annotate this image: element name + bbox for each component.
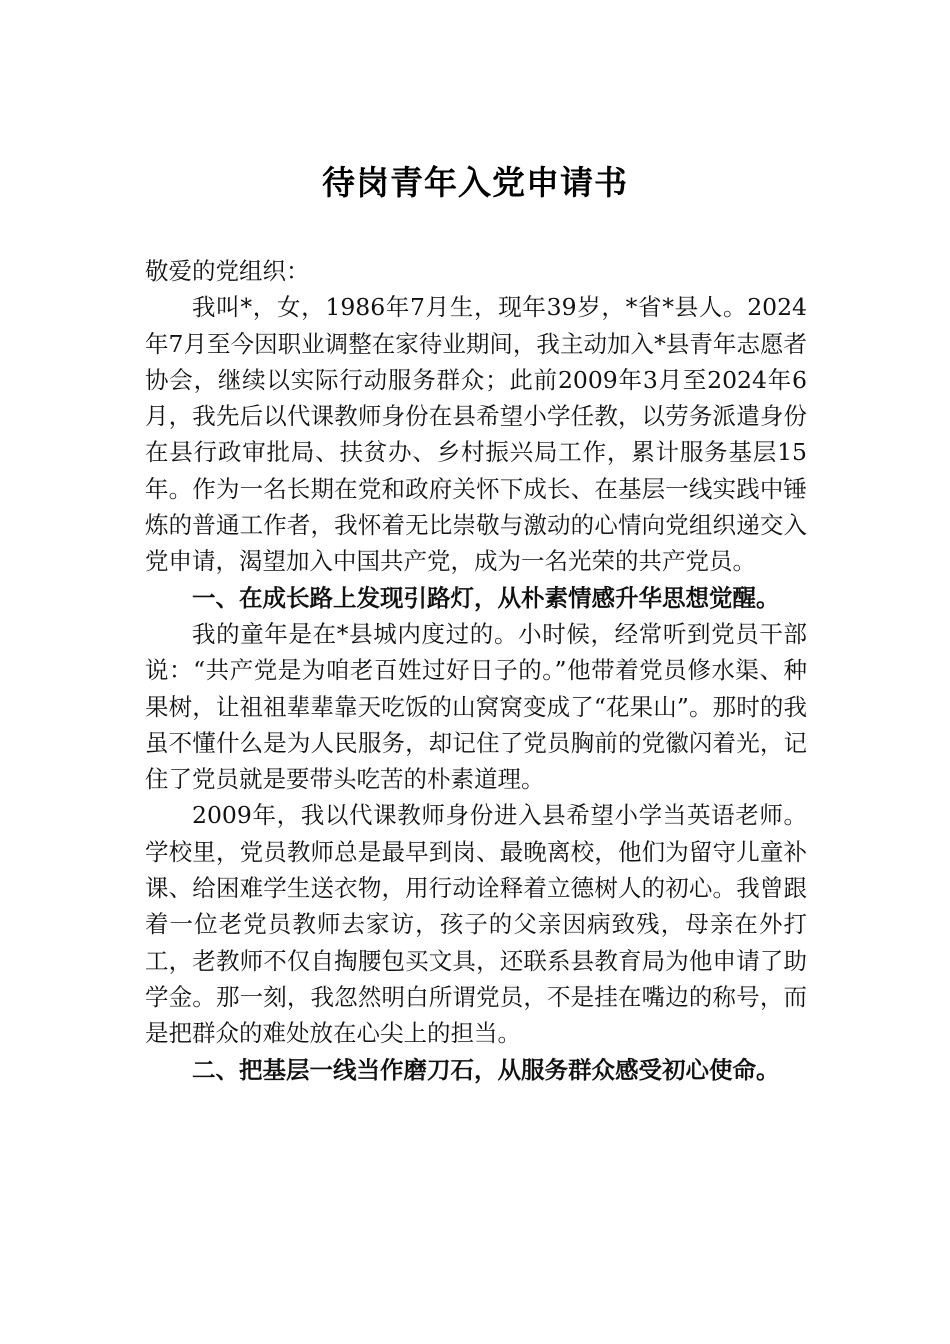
paragraph-intro: 我叫*，女，1986年7月生，现年39岁，*省*县人。2024年7月至今因职业调整在家待业期间，我主动加入*县青年志愿者协会，继续以实际行动服务群众；此前2009年3月至2024年6月，我先后以代课教师身份在县希望小学任教，以劳务派遣身份在县行政审批局、扶贫办、乡村振兴局工作，累计服务基层15年。作为一名长期在党和政府关怀下成长、在基层一线实践中锤炼的普通工作者，我怀着无比崇敬与激动的心情向党组织递交入党申请，渴望加入中国共产党，成为一名光荣的共产党员。 xyxy=(145,293,807,576)
section-heading-1: 一、在成长路上发现引路灯，从朴素情感升华思想觉醒。 xyxy=(192,583,780,612)
document-body xyxy=(145,253,807,1088)
document-title: 待岗青年入党申请书 xyxy=(322,163,628,202)
salutation: 敬爱的党组织： xyxy=(145,257,310,285)
section-heading-2: 二、把基层一线当作磨刀石，从服务群众感受初心使命。 xyxy=(192,1055,780,1084)
paragraph-childhood: 我的童年是在*县城内度过的。小时候，经常听到党员干部说：“共产党是为咱老百姓过好日子的。”他带着党员修水渠、种果树，让祖祖辈辈靠天吃饭的山窝窝变成了“花果山”。那时的我虽不懂什么是为人民服务，却记住了党员胸前的党徽闪着光，记住了党员就是要带头吃苦的朴素道理。 xyxy=(145,619,807,794)
paragraph-teaching: 2009年，我以代课教师身份进入县希望小学当英语老师。学校里，党员教师总是最早到岗、最晚离校，他们为留守儿童补课、给困难学生送衣物，用行动诠释着立德树人的初心。我曾跟着一位老党员教师去家访，孩子的父亲因病致残，母亲在外打工，老教师不仅自掏腰包买文具，还联系县教育局为他申请了助学金。那一刻，我忽然明白所谓党员，不是挂在嘴边的称号，而是把群众的难处放在心尖上的担当。 xyxy=(145,801,807,1048)
